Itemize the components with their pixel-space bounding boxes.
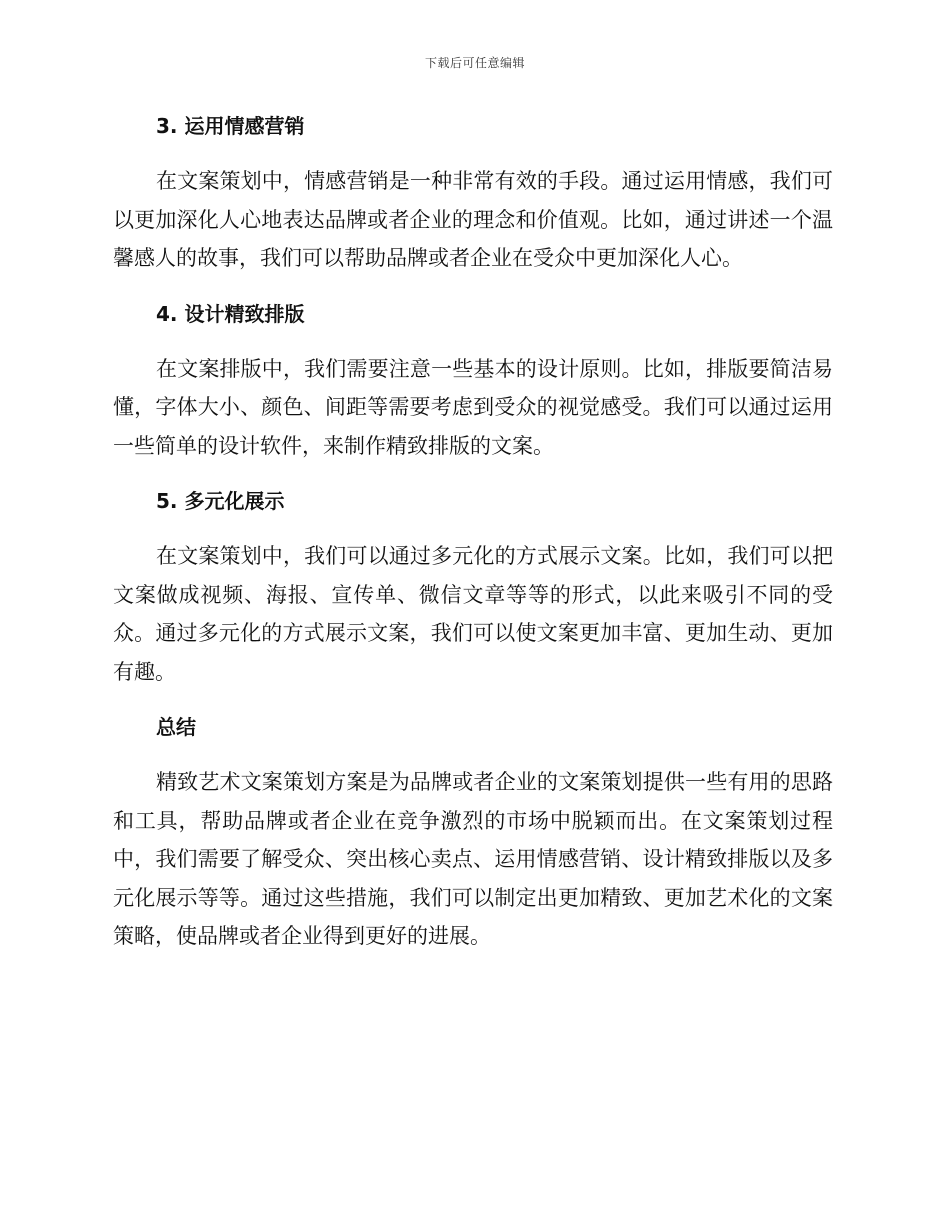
section-paragraph-emotional-marketing: 在文案策划中，情感营销是一种非常有效的手段。通过运用情感，我们可以更加深化人心地表达品牌或者企业的理念和价值观。比如，通过讲述一个温馨感人的故事，我们可以帮助品牌或者企业在受众中更加深化人心。 — [113, 169, 833, 270]
section-paragraph-diverse-display: 在文案策划中，我们可以通过多元化的方式展示文案。比如，我们可以把文案做成视频、海报、宣传单、微信文章等等的形式，以此来吸引不同的受众。通过多元化的方式展示文案，我们可以使文案更加丰富、更加生动、更加有趣。 — [113, 544, 833, 684]
section-heading-emotional-marketing: 3. 运用情感营销 — [156, 114, 305, 138]
section-heading-layout-design: 4. 设计精致排版 — [156, 301, 305, 326]
page-header: 下载后可任意编辑 — [424, 56, 525, 70]
section-paragraph-summary: 精致艺术文案策划方案是为品牌或者企业的文案策划提供一些有用的思路和工具，帮助品牌或者企业在竞争激烈的市场中脱颖而出。在文案策划过程中，我们需要了解受众、突出核心卖点、运用情感营销、设计精致排版以及多元化展示等等。通过这些措施，我们可以制定出更加精致、更加艺术化的文案策略，使品牌或者企业得到更好的进展。 — [113, 770, 833, 948]
section-heading-diverse-display: 5. 多元化展示 — [156, 489, 285, 513]
section-heading-summary: 总结 — [156, 715, 196, 739]
section-paragraph-layout-design: 在文案排版中，我们需要注意一些基本的设计原则。比如，排版要简洁易懂，字体大小、颜色、间距等需要考虑到受众的视觉感受。我们可以通过运用一些简单的设计软件，来制作精致排版的文案。 — [113, 356, 833, 458]
document-content — [113, 108, 833, 974]
